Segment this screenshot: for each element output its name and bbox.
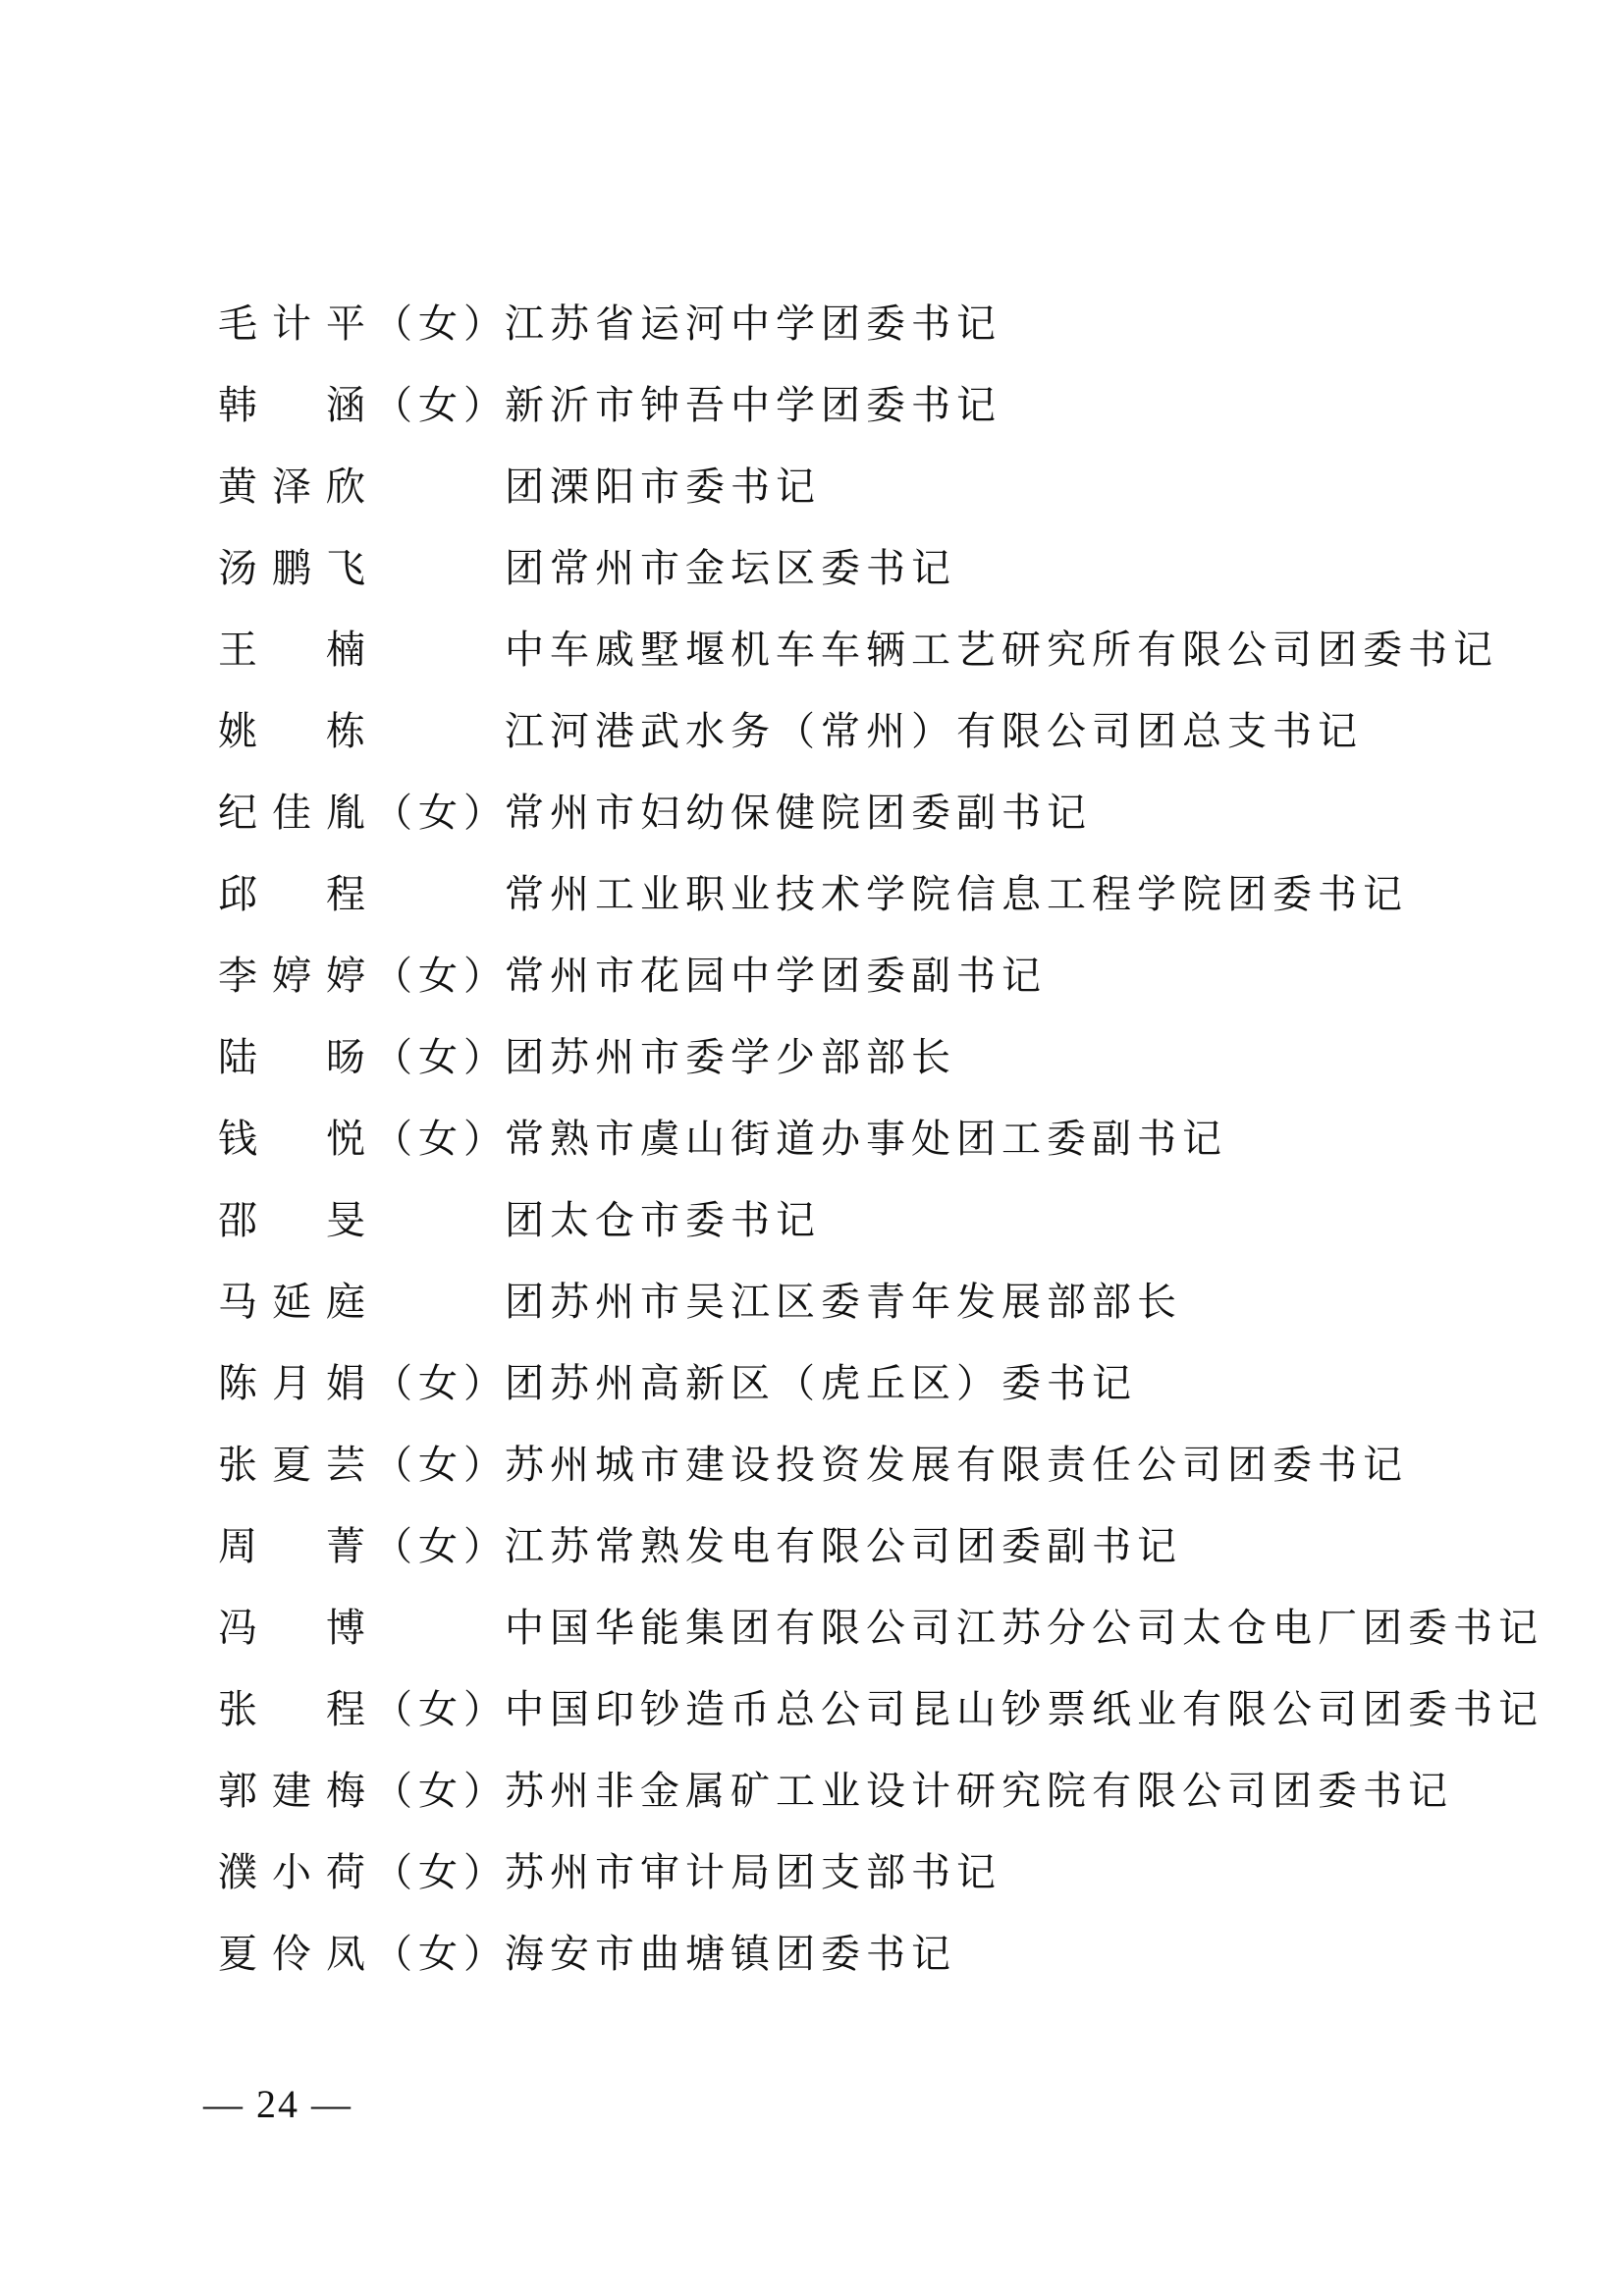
job-title: 团溧阳市委书记: [505, 465, 821, 510]
list-item: [218, 295, 1524, 376]
list-item: [218, 1599, 1543, 1680]
gender-note: （女）: [373, 1361, 509, 1406]
job-title: 常州市妇幼保健院团委副书记: [505, 791, 1092, 836]
job-title: 苏州市审计局团支部书记: [505, 1850, 1001, 1895]
list-item: [218, 1354, 1524, 1436]
person-name: 姚 栋: [218, 709, 365, 754]
person-name: 马 延 庭: [218, 1280, 365, 1325]
job-title: 江苏常熟发电有限公司团委副书记: [505, 1524, 1182, 1569]
list-item: [218, 1273, 1524, 1354]
job-title: 团苏州市委学少部部长: [505, 1035, 956, 1080]
job-title: 常州市花园中学团委副书记: [505, 954, 1047, 999]
gender-note: （女）: [373, 1117, 509, 1162]
person-name: 汤 鹏 飞: [218, 546, 365, 591]
list-item: [218, 1028, 1524, 1110]
job-title: 中车戚墅堰机车车辆工艺研究所有限公司团委书记: [505, 628, 1498, 673]
list-item: [218, 1680, 1543, 1762]
gender-note: （女）: [373, 1035, 509, 1080]
list-item: [218, 1436, 1524, 1517]
list-item: [218, 865, 1524, 947]
job-title: 江河港武水务（常州）有限公司团总支书记: [505, 709, 1363, 754]
job-title: 常州工业职业技术学院信息工程学院团委书记: [505, 872, 1408, 917]
person-name: 纪 佳 胤: [218, 791, 365, 836]
person-name: 郭 建 梅: [218, 1769, 365, 1814]
job-title: 苏州城市建设投资发展有限责任公司团委书记: [505, 1443, 1408, 1488]
gender-note: （女）: [373, 1443, 509, 1488]
list-item: [218, 539, 1524, 621]
list-item: [218, 1517, 1524, 1599]
job-title: 团苏州高新区（虎丘区）委书记: [505, 1361, 1137, 1406]
person-name: 邵 旻: [218, 1198, 365, 1243]
job-title: 常熟市虞山街道办事处团工委副书记: [505, 1117, 1227, 1162]
person-name: 陈 月 娟: [218, 1361, 365, 1406]
person-name: 邱 程: [218, 872, 365, 917]
page-number: — 24 —: [203, 2082, 352, 2126]
job-title: 团太仓市委书记: [505, 1198, 821, 1243]
list-item: [218, 702, 1524, 784]
person-name: 王 楠: [218, 628, 365, 673]
person-name: 张 夏 芸: [218, 1443, 365, 1488]
person-name: 夏 伶 凤: [218, 1932, 365, 1977]
job-title: 苏州非金属矿工业设计研究院有限公司团委书记: [505, 1769, 1453, 1814]
name-list: [218, 295, 1543, 2006]
list-item: [218, 376, 1524, 458]
gender-note: （女）: [373, 1524, 509, 1569]
list-item: [218, 947, 1524, 1028]
job-title: 中国印钞造币总公司昆山钞票纸业有限公司团委书记: [505, 1687, 1543, 1732]
job-title: 新沂市钟吾中学团委书记: [505, 383, 1001, 428]
gender-note: （女）: [373, 383, 509, 428]
person-name: 黄 泽 欣: [218, 465, 365, 510]
person-name: 毛 计 平: [218, 301, 365, 347]
person-name: 冯 博: [218, 1606, 365, 1651]
job-title: 海安市曲塘镇团委书记: [505, 1932, 956, 1977]
list-item: [218, 1762, 1524, 1843]
person-name: 周 菁: [218, 1524, 365, 1569]
gender-note: （女）: [373, 1932, 509, 1977]
gender-note: （女）: [373, 1850, 509, 1895]
list-item: [218, 1843, 1524, 1925]
list-item: [218, 784, 1524, 865]
person-name: 张 程: [218, 1687, 365, 1732]
job-title: 团苏州市吴江区委青年发展部部长: [505, 1280, 1182, 1325]
list-item: [218, 1110, 1524, 1191]
gender-note: （女）: [373, 954, 509, 999]
person-name: 陆 旸: [218, 1035, 365, 1080]
person-name: 钱 悦: [218, 1117, 365, 1162]
person-name: 韩 涵: [218, 383, 365, 428]
gender-note: （女）: [373, 301, 509, 347]
person-name: 濮 小 荷: [218, 1850, 365, 1895]
job-title: 江苏省运河中学团委书记: [505, 301, 1001, 347]
gender-note: （女）: [373, 1769, 509, 1814]
job-title: 团常州市金坛区委书记: [505, 546, 956, 591]
list-item: [218, 1925, 1524, 2006]
job-title: 中国华能集团有限公司江苏分公司太仓电厂团委书记: [505, 1606, 1543, 1651]
list-item: [218, 458, 1524, 539]
person-name: 李 婷 婷: [218, 954, 365, 999]
list-item: [218, 621, 1524, 702]
gender-note: （女）: [373, 1687, 509, 1732]
list-item: [218, 1191, 1524, 1273]
gender-note: （女）: [373, 791, 509, 836]
